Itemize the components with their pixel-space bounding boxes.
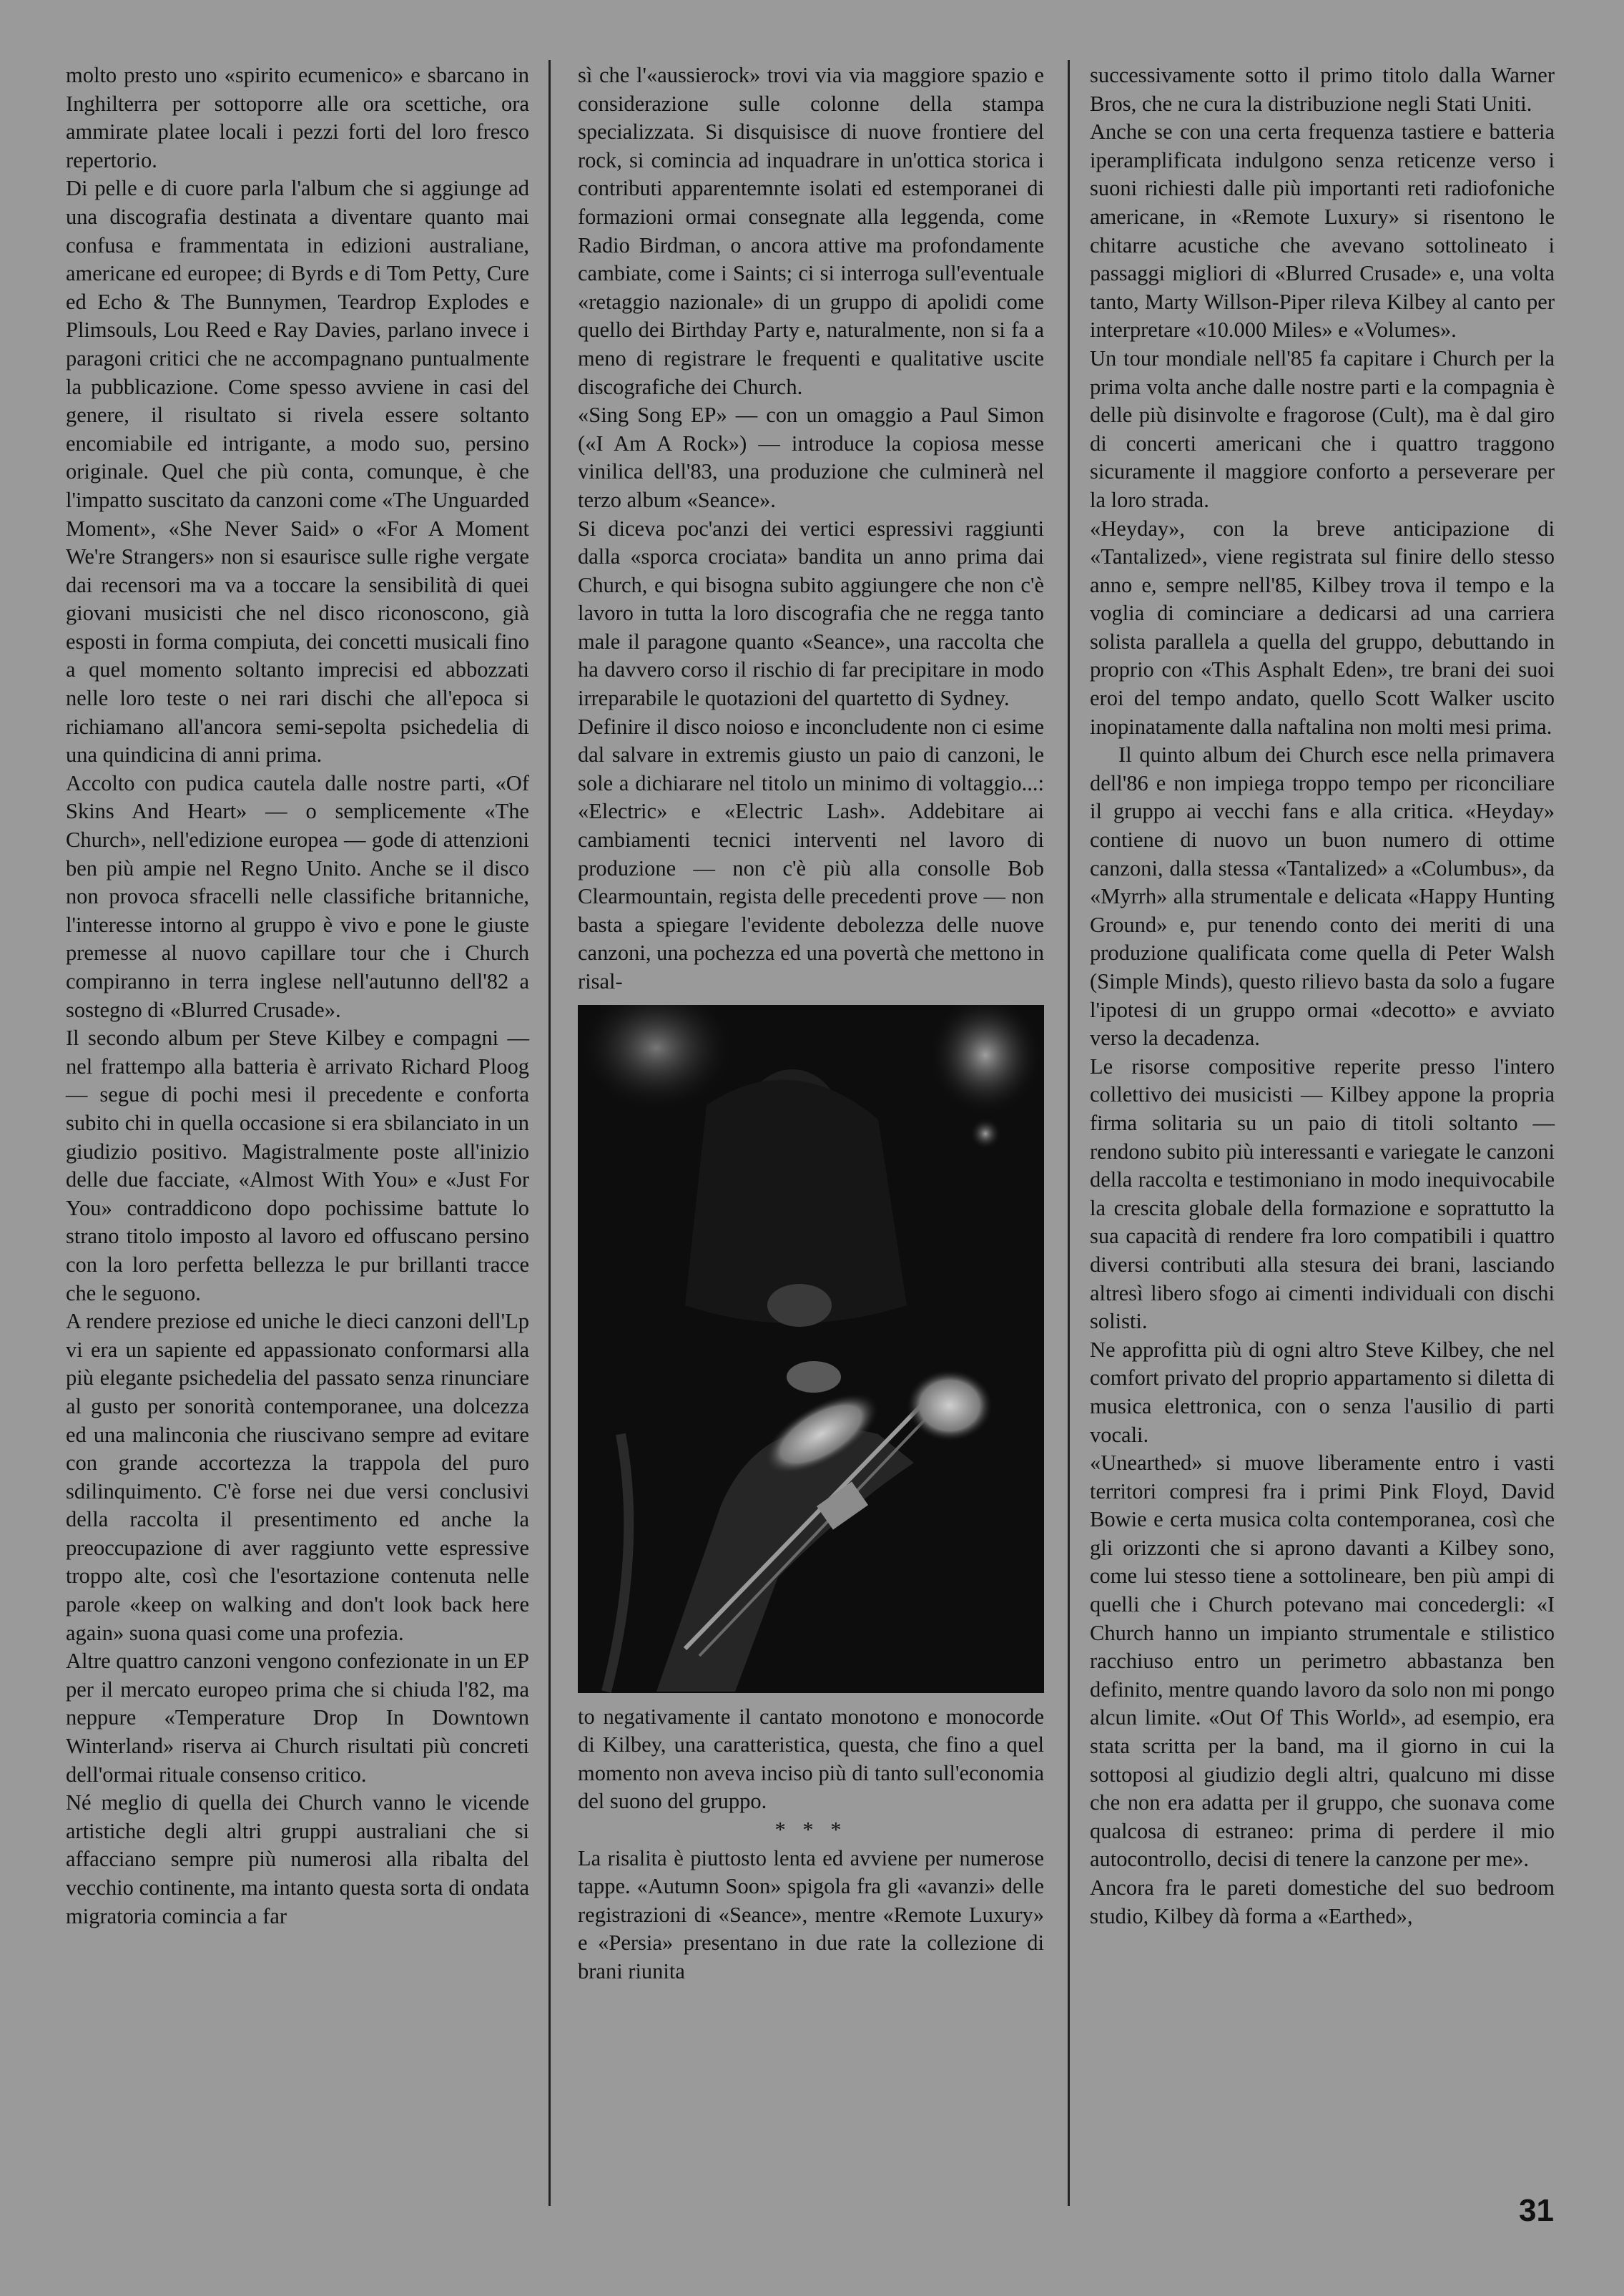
column-divider [1068,60,1070,2206]
paragraph: «Heyday», con la breve anticipazione di «Tantalized», viene registrata sul finire dello stesso anno e, sempre nell'85, Kilbey trova il tempo e la voglia di cominciare a dedicarsi ad una carriera solista parallela a quella del gruppo, debuttando in proprio con «This Asphalt Eden», tre brani dei suoi eroi del tempo andato, quello Scott Walker uscito inopinatamente dalla naftalina non molti mesi prima. [1090,516,1555,739]
paragraph: «Sing Song EP» — con un omaggio a Paul Simon («I Am A Rock») — introduce la copiosa messe vinilica dell'83, una produzione che culminerà nel terzo album «Seance». [578,403,1044,512]
paragraph: Ne approfitta più di ogni altro Steve Kilbey, che nel comfort privato del proprio appartamento si diletta di musica elettronica, con o senza l'ausilio di parti vocali. [1090,1337,1555,1447]
paragraph: sì che l'«aussierock» trovi via via maggiore spazio e considerazione sulle colonne della stampa specializzata. Si disquisisce di nuove frontiere del rock, si comincia ad inquadrare in un'ottica storica i contributi apparentemnte isolati ed estemporanei di formazioni ormai consegnate alla leggenda, come Radio Birdman, o ancora attive ma profondamente cambiate, come i Saints; ci si interroga sull'eventuale «retaggio nazionale» di un gruppo di apolidi come quello dei Birthday Party e, naturalmente, non si fa a meno di registrare le frequenti e qualitative uscite discografiche dei Church. [578,63,1044,399]
paragraph: A rendere preziose ed uniche le dieci canzoni dell'Lp vi era un sapiente ed appassionato conformarsi alla più elegante psichedelia del passato senza rinunciare al gusto per sonorità contemporanee, una dolcezza ed una malinconia che riuscivano sempre ad evitare con grande accortezza la trappola del puro sdilinquimento. C'è forse nei due versi conclusivi della raccolta il presentimento ed anche la preoccupazione di aver raggiunto vette espressive troppo alte, così che l'esortazione contenuta nelle parole «keep on walking and don't look back here again» suona quasi come una profezia. [66,1309,529,1645]
paragraph: Definire il disco noioso e inconcludente non ci esime dal salvare in extremis giusto un paio di canzoni, le sole a dichiarare nel titolo un minimo di voltaggio...: «Electric» e «Electric Lash». Addebitare ai cambiamenti tecnici interventi nel lavoro di produzione — non c'è più alla consolle Bob Clearmountain, regista delle precedenti prove — non basta a spiegare l'evidente debolezza delle nuove canzoni, una pochezza ed una povertà che mettono in risal- [578,714,1044,994]
paragraph: Né meglio di quella dei Church vanno le vicende artistiche degli altri gruppi australiani che si affacciano sempre più numerosi alla ribalta del vecchio continente, ma intanto questa sorta di ondata migratoria comincia a far [66,1790,529,1928]
paragraph: Accolto con pudica cautela dalle nostre parti, «Of Skins And Heart» — o semplicemente «The Church», nell'edizione europea — gode di attenzioni ben più ampie nel Regno Unito. Anche se il disco non provoca sfracelli nelle classifiche britanniche, l'interesse intorno al gruppo è vivo e pone le giuste premesse al nuovo capillare tour che i Church compiranno in terra inglese nell'autunno dell'82 a sostegno di «Blurred Crusade». [66,770,529,1022]
guitarist-photo [578,1005,1044,1693]
paragraph: «Unearthed» si muove liberamente entro i vasti territori compresi fra i primi Pink Floyd, David Bowie e certa musica colta contemporanea, così che gli orizzonti che si aprono davanti a Kilbey sono, come lui stesso tiene a sottolineare, ben più ampi di quelli che i Church potevano mai concedergli: «I Church hanno un impianto strumentale e stilistico racchiuso entro un perimetro abbastanza ben definito, mentre quando lavoro da solo non mi pongo alcun limite. «Out Of This World», ad esempio, era stata scritta per la band, ma il giorno in cui la sottoposi al giudizio degli altri, qualcuno mi disse che non era adatta per il gruppo, che suonava come qualcosa di estraneo: prima di perdere il mio autocontrollo, decisi di tenere la canzone per me». [1090,1451,1555,1872]
paragraph: Anche se con una certa frequenza tastiere e batteria iperamplificata indulgono senza reticenze verso i suoni richiesti dalle più importanti reti radiofoniche americane, in «Remote Luxury» si risentono le chitarre acustiche che avevano sottolineato i passaggi migliori di «Blurred Crusade» e, una volta tanto, Marty Willson-Piper rileva Kilbey al canto per interpretare «10.000 Miles» e «Volumes». [1090,119,1555,343]
concert-photo-image [578,1005,1044,1693]
paragraph: Di pelle e di cuore parla l'album che si aggiunge ad una discografia destinata a diventare quanto mai confusa e frammentata in edizioni australiane, americane ed europee; di Byrds e di Tom Petty, Cure ed Echo & The Bunnymen, Teardrop Explodes e Plimsouls, Lou Reed e Ray Davies, parlano invece i paragoni critici che ne accompagnano puntualmente la pubblicazione. Come spesso avviene in casi del genere, il risultato si rivela essere soltanto encomiabile ed intrigante, a modo suo, persino originale. Quel che più conta, comunque, è che l'impatto suscitato da canzoni come «The Unguarded Moment», «She Never Said» o «For A Moment We're Strangers» non si esaurisce sulle righe vergate dai recensori ma va a toccare la sensibilità di quei giovani musicisti che nel disco riconoscono, già esposti in forma compiuta, dei concetti musicali fino a quel momento soltanto imprecisi ed abbozzati nelle loro teste o nei rari dischi che all'epoca si richiamano all'ancora semi-sepolta psichedelia di una quindicina di anni prima. [66,176,529,767]
paragraph: La risalita è piuttosto lenta ed avviene per numerose tappe. «Autumn Soon» spigola fra gli «avanzi» delle registrazioni di «Seance», mentre «Remote Luxury» e «Persia» presentano in due rate la collezione di brani riunita [578,1845,1044,1983]
paragraph: Il secondo album per Steve Kilbey e compagni — nel frattempo alla batteria è arrivato Richard Ploog — segue di pochi mesi il precedente e conforta subito chi in quella occasione si era sbilanciato in un giudizio positivo. Magistralmente poste all'inizio delle due facciate, «Almost With You» e «Just For You» contraddicono dopo pochissime battute lo strano titolo imposto al lavoro ed offuscano persino con la loro perfetta bellezza le pur brillanti tracce che le seguono. [66,1026,529,1305]
article-column-3 [1090,62,1555,1930]
paragraph: molto presto uno «spirito ecumenico» e sbarcano in Inghilterra per sottoporre alle ora scettiche, ora ammirate platee locali i pezzi forti del loro fresco repertorio. [66,63,529,172]
paragraph: Si diceva poc'anzi dei vertici espressivi raggiunti dalla «sporca crociata» bandita un anno prima dai Church, e qui bisogna subito aggiungere che non c'è lavoro in tutta la loro discografia che ne regga tanto male il paragone quanto «Seance», una raccolta che ha davvero corso il rischio di far precipitare in modo irreparabile le quotazioni del quartetto di Sydney. [578,516,1044,711]
paragraph: Ancora fra le pareti domestiche del suo bedroom studio, Kilbey dà forma a «Earthed», [1090,1875,1555,1928]
paragraph: successivamente sotto il primo titolo dalla Warner Bros, che ne cura la distribuzione negli Stati Uniti. [1090,63,1555,116]
paragraph: Un tour mondiale nell'85 fa capitare i Church per la prima volta anche dalle nostre parti e la compagnia è delle più disinvolte e fragorose (Cult), ma è dal giro di concerti americani che i quattro traggono sicuramente il maggiore conforto a perseverare per la loro strada. [1090,345,1555,512]
section-separator: * * * [774,1817,847,1842]
paragraph: to negativamente il cantato monotono e monocorde di Kilbey, una caratteristica, questa, che fino a quel momento non aveva inciso più di tanto sull'economia del suono del gruppo. [578,1704,1044,1814]
paragraph: Le risorse compositive reperite presso l'intero collettivo dei musicisti — Kilbey appone la propria firma solitaria su un paio di titoli soltanto — rendono subito più interessanti e variegate le canzoni della raccolta e testimoniano in modo inequivocabile la crescita globale della formazione e soprattutto la sua capacità di rendere fra loro compatibili i quattro diversi contributi alla stesura dei brani, lasciando altresì libero sfogo ai cimenti individuali con dischi solisti. [1090,1054,1555,1334]
page-number: 31 [1519,2193,1554,2228]
article-column-2 [578,62,1044,1986]
paragraph: Altre quattro canzoni vengono confezionate in un EP per il mercato europeo prima che si chiuda l'82, ma neppure «Temperature Drop In Downtown Winterland» riserva ai Church risultati più concreti dell'ormai rituale consenso critico. [66,1649,529,1787]
article-column-1 [66,62,529,1930]
column-divider [548,60,551,2206]
paragraph: Il quinto album dei Church esce nella primavera dell'86 e non impiega troppo tempo per riconciliare il gruppo ai vecchi fans e alla critica. «Heyday» contiene di nuovo un buon numero di ottime canzoni, dalla stessa «Tantalized» a «Columbus», da «Myrrh» alla strumentale e delicata «Happy Hunting Ground» e, pur tenendo conto dei meriti di una produzione qualificata come quella di Peter Walsh (Simple Minds), questo rilievo basta da solo a fugare l'ipotesi di un gruppo ormai «decotto» e avviato verso la decadenza. [1090,742,1555,1051]
